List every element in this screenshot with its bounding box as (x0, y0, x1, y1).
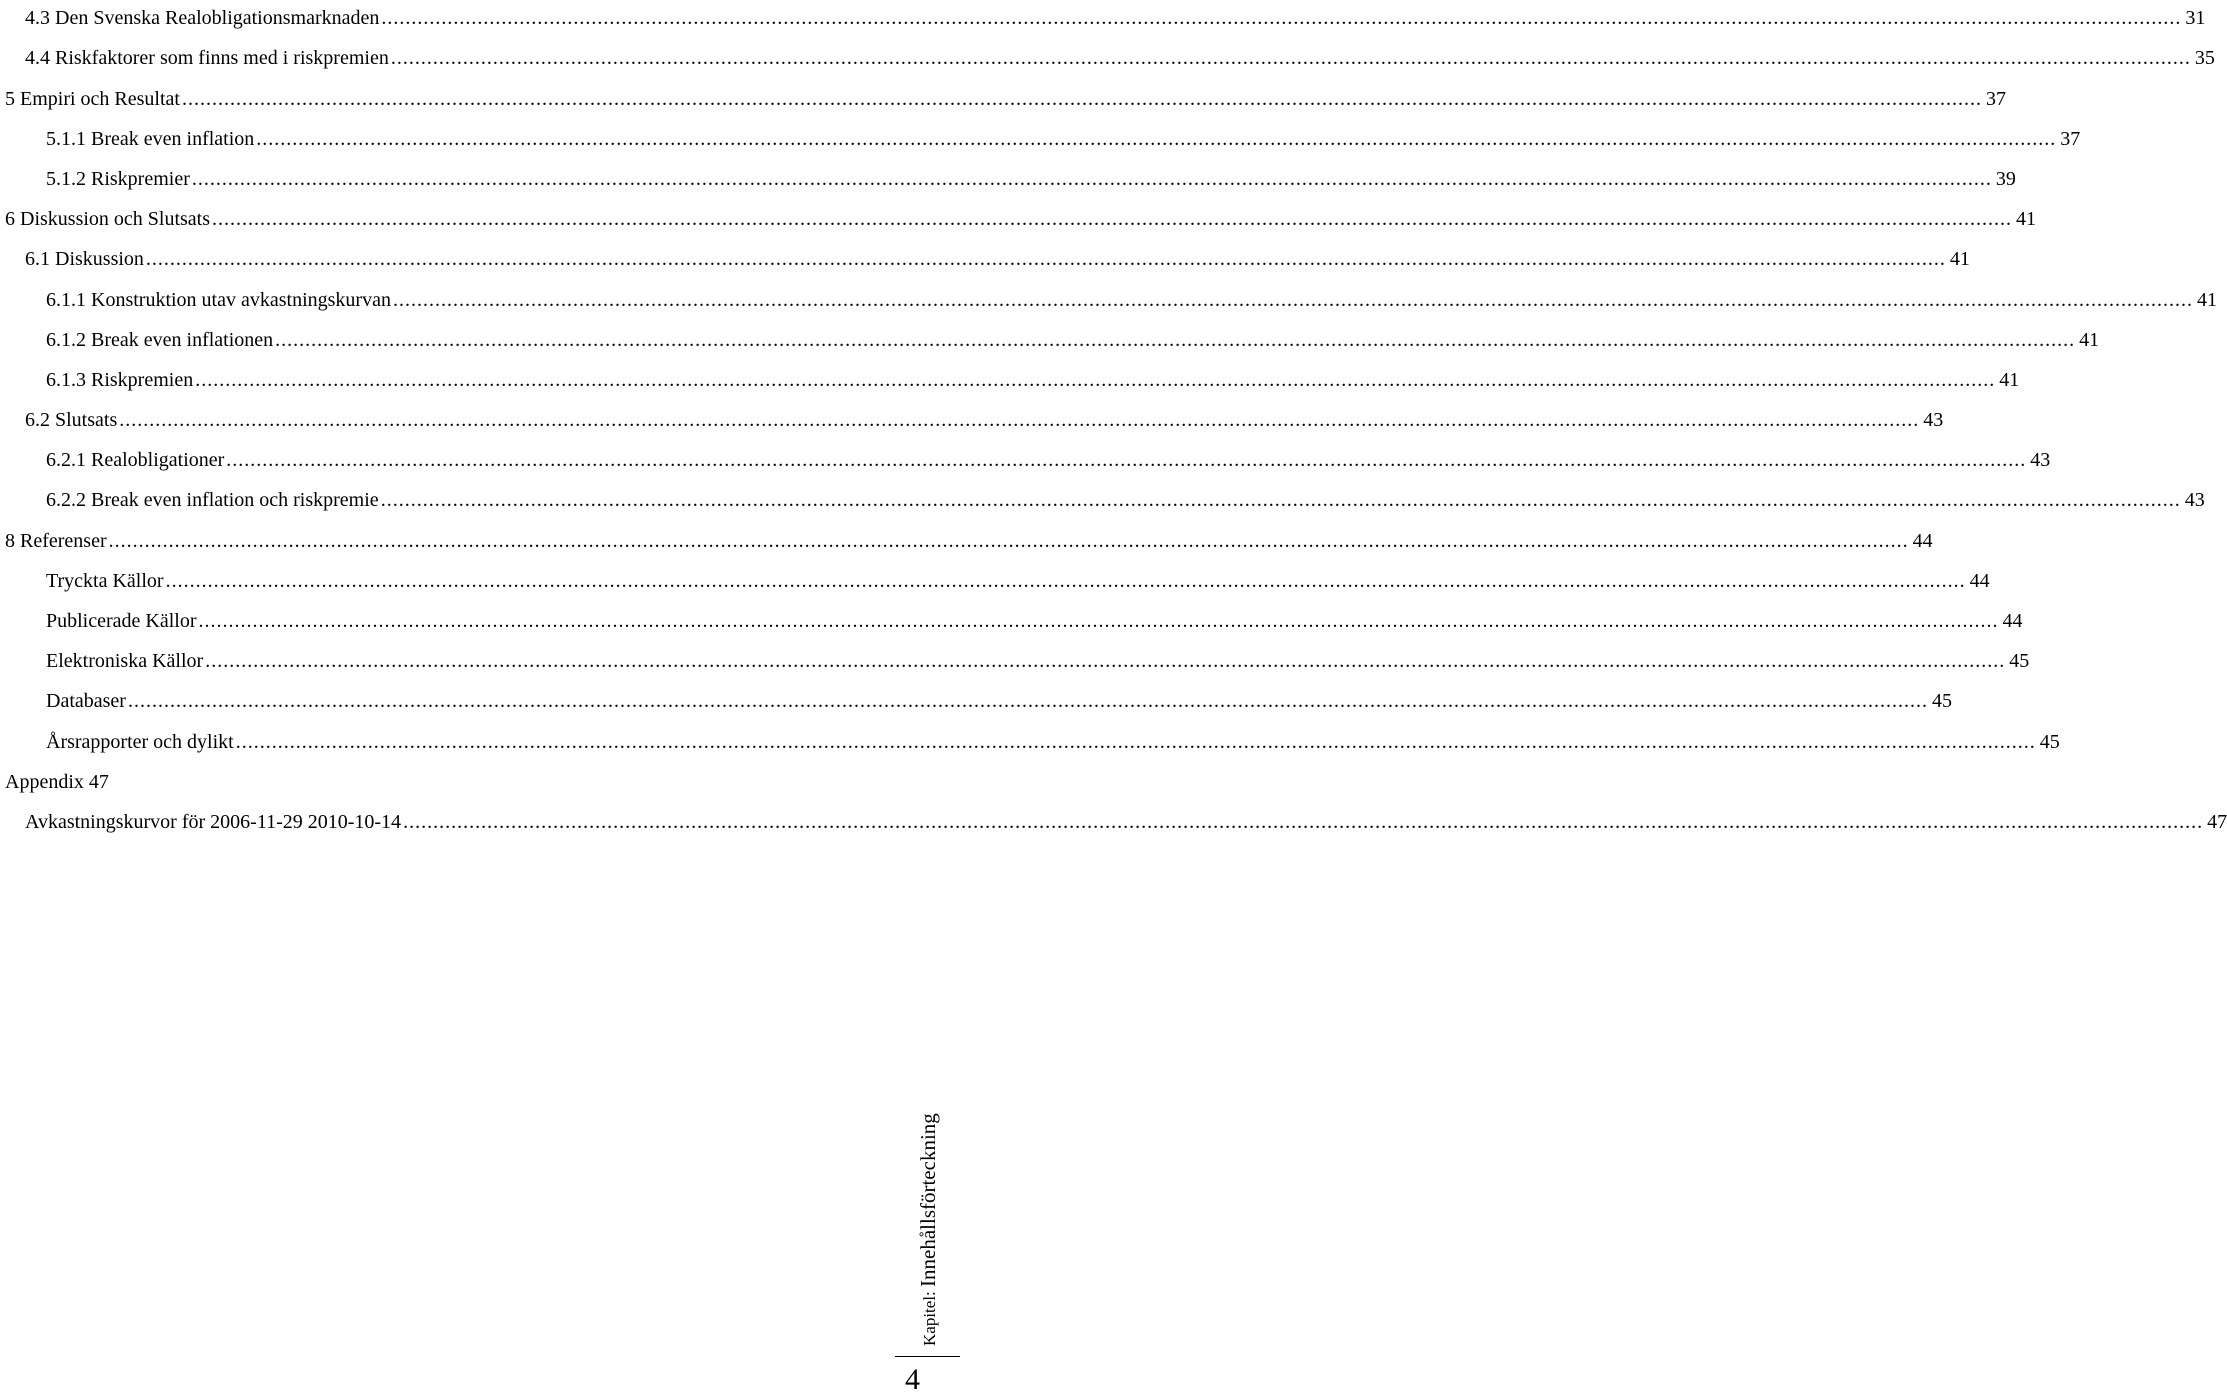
toc-entry-label: Tryckta Källor (46, 569, 164, 592)
toc-entry[interactable] (0, 432, 2051, 472)
toc-dot-leader: ............................................................................................................................................................................................................................................................................................................ (403, 810, 2204, 833)
toc-entry[interactable] (0, 713, 2060, 753)
toc-entry-label: Årsrapporter och dylikt (46, 730, 234, 753)
toc-entry-label: 8 Referenser (5, 529, 107, 552)
toc-entry-page: 37 (1985, 87, 2006, 110)
toc-entry[interactable] (0, 352, 2020, 392)
toc-entry[interactable] (0, 754, 876, 794)
toc-entry-page: 43 (2184, 489, 2205, 512)
toc-entry-page: 41 (1949, 248, 1970, 271)
toc-dot-leader: ............................................................................................................................................................................................................................................................................................................ (392, 288, 2193, 311)
toc-entry-label: 6.2 Slutsats (25, 409, 118, 432)
toc-dot-leader: ............................................................................................................................................................................................................................................................................................................ (212, 208, 2013, 231)
toc-entry-page: 39 (1995, 167, 2016, 190)
toc-entry[interactable] (0, 70, 2006, 110)
toc-entry[interactable] (0, 593, 2023, 633)
toc-entry[interactable] (0, 312, 2100, 352)
toc-dot-leader: ............................................................................................................................................................................................................................................................................................................ (165, 569, 1966, 592)
footer-divider (895, 1356, 960, 1357)
toc-entry-label: 6.2.2 Break even inflation och riskpremie (46, 489, 379, 512)
toc-entry-page: 35 (2194, 47, 2215, 70)
toc-entry-label: 5.1.2 Riskpremier (46, 167, 190, 190)
toc-entry-page: 37 (2060, 127, 2081, 150)
toc-entry-page: 44 (1912, 529, 1933, 552)
toc-entry-label: 6.2.1 Realobligationer (46, 449, 225, 472)
chapter-prefix: Kapitel: (920, 1286, 939, 1346)
toc-entry[interactable] (0, 472, 2205, 512)
toc-entry[interactable] (0, 30, 2215, 70)
toc-dot-leader: ............................................................................................................................................................................................................................................................................................................ (256, 127, 2057, 150)
toc-dot-leader: ............................................................................................................................................................................................................................................................................................................ (191, 167, 1992, 190)
toc-entry-label: 6.1.1 Konstruktion utav avkastningskurvan (46, 288, 391, 311)
toc-entry-label: Avkastningskurvor för 2006-11-29 2010-10-14 (25, 810, 402, 833)
toc-dot-leader: ............................................................................................................................................................................................................................................................................................................ (380, 489, 2181, 512)
toc-entry-label: Databaser (46, 690, 126, 713)
toc-dot-leader: ............................................................................................................................................................................................................................................................................................................ (275, 328, 2076, 351)
toc-entry[interactable] (0, 553, 1990, 593)
toc-entry-label: Publicerade Källor (46, 610, 197, 632)
chapter-side-label (916, 1113, 942, 1346)
toc-entry[interactable] (0, 673, 1952, 713)
toc-dot-leader: ............................................................................................................................................................................................................................................................................................................ (127, 690, 1928, 713)
chapter-title: Innehållsförteckning (916, 1113, 940, 1287)
toc-entry[interactable] (0, 191, 2037, 231)
toc-entry-page: 41 (2016, 208, 2037, 231)
toc-dot-leader: ............................................................................................................................................................................................................................................................................................................ (181, 87, 1982, 110)
toc-entry-page: 47 (2207, 810, 2227, 833)
toc-entry[interactable] (0, 794, 2227, 834)
toc-entry-label: 6.1.3 Riskpremien (46, 368, 194, 391)
toc-dot-leader: ............................................................................................................................................................................................................................................................................................................ (226, 449, 2027, 472)
toc-entry-page: 43 (2030, 449, 2051, 472)
toc-entry-label: Appendix 47 (5, 770, 109, 793)
toc-entry-label: 6 Diskussion och Slutsats (5, 208, 211, 231)
toc-entry[interactable] (0, 633, 2030, 673)
toc-dot-leader: ............................................................................................................................................................................................................................................................................................................ (108, 529, 1909, 552)
toc-entry-label: 4.3 Den Svenska Realobligationsmarknaden (25, 7, 380, 30)
toc-entry-page: 44 (2002, 610, 2023, 632)
toc-entry[interactable] (0, 271, 2217, 311)
toc-entry-label: 5.1.1 Break even inflation (46, 127, 255, 150)
page-number: 4 (905, 1363, 920, 1396)
toc-entry-label: 6.1.2 Break even inflationen (46, 328, 274, 351)
toc-entry-page: 45 (1931, 690, 1952, 713)
toc-entry[interactable] (0, 151, 2016, 191)
toc-entry-page: 41 (1999, 368, 2020, 391)
toc-dot-leader: ............................................................................................................................................................................................................................................................................................................ (390, 47, 2191, 70)
toc-entry-page: 43 (1923, 409, 1944, 432)
toc-dot-leader: ............................................................................................................................................................................................................................................................................................................ (119, 409, 1920, 432)
toc-entry-label: Elektroniska Källor (46, 650, 204, 673)
toc-dot-leader: ............................................................................................................................................................................................................................................................................................................ (195, 368, 1996, 391)
toc-dot-leader: ............................................................................................................................................................................................................................................................................................................ (198, 610, 1999, 632)
toc-entry-page: 41 (2196, 288, 2217, 311)
toc-entry-page: 44 (1969, 569, 1990, 592)
toc-entry[interactable] (0, 392, 1944, 432)
toc-dot-leader: ............................................................................................................................................................................................................................................................................................................ (145, 248, 1946, 271)
toc-entry-page: 45 (2009, 650, 2030, 673)
toc-entry-page: 31 (2185, 7, 2206, 30)
toc-entry[interactable] (0, 231, 1970, 271)
toc-entry[interactable] (0, 512, 1933, 552)
toc-entry-label: 5 Empiri och Resultat (5, 87, 180, 110)
toc-dot-leader: ............................................................................................................................................................................................................................................................................................................ (235, 730, 2036, 753)
toc-dot-leader: ............................................................................................................................................................................................................................................................................................................ (205, 650, 2006, 673)
toc-entry[interactable] (0, 0, 2206, 30)
toc-dot-leader: ............................................................................................................................................................................................................................................................................................................ (381, 7, 2182, 30)
toc-entry-label: 4.4 Riskfaktorer som finns med i riskpremien (25, 47, 389, 70)
toc-entry-label: 6.1 Diskussion (25, 248, 144, 271)
toc-entry[interactable] (0, 111, 2081, 151)
toc-entry-page: 41 (2079, 328, 2100, 351)
toc-entry-page: 45 (2039, 730, 2060, 753)
